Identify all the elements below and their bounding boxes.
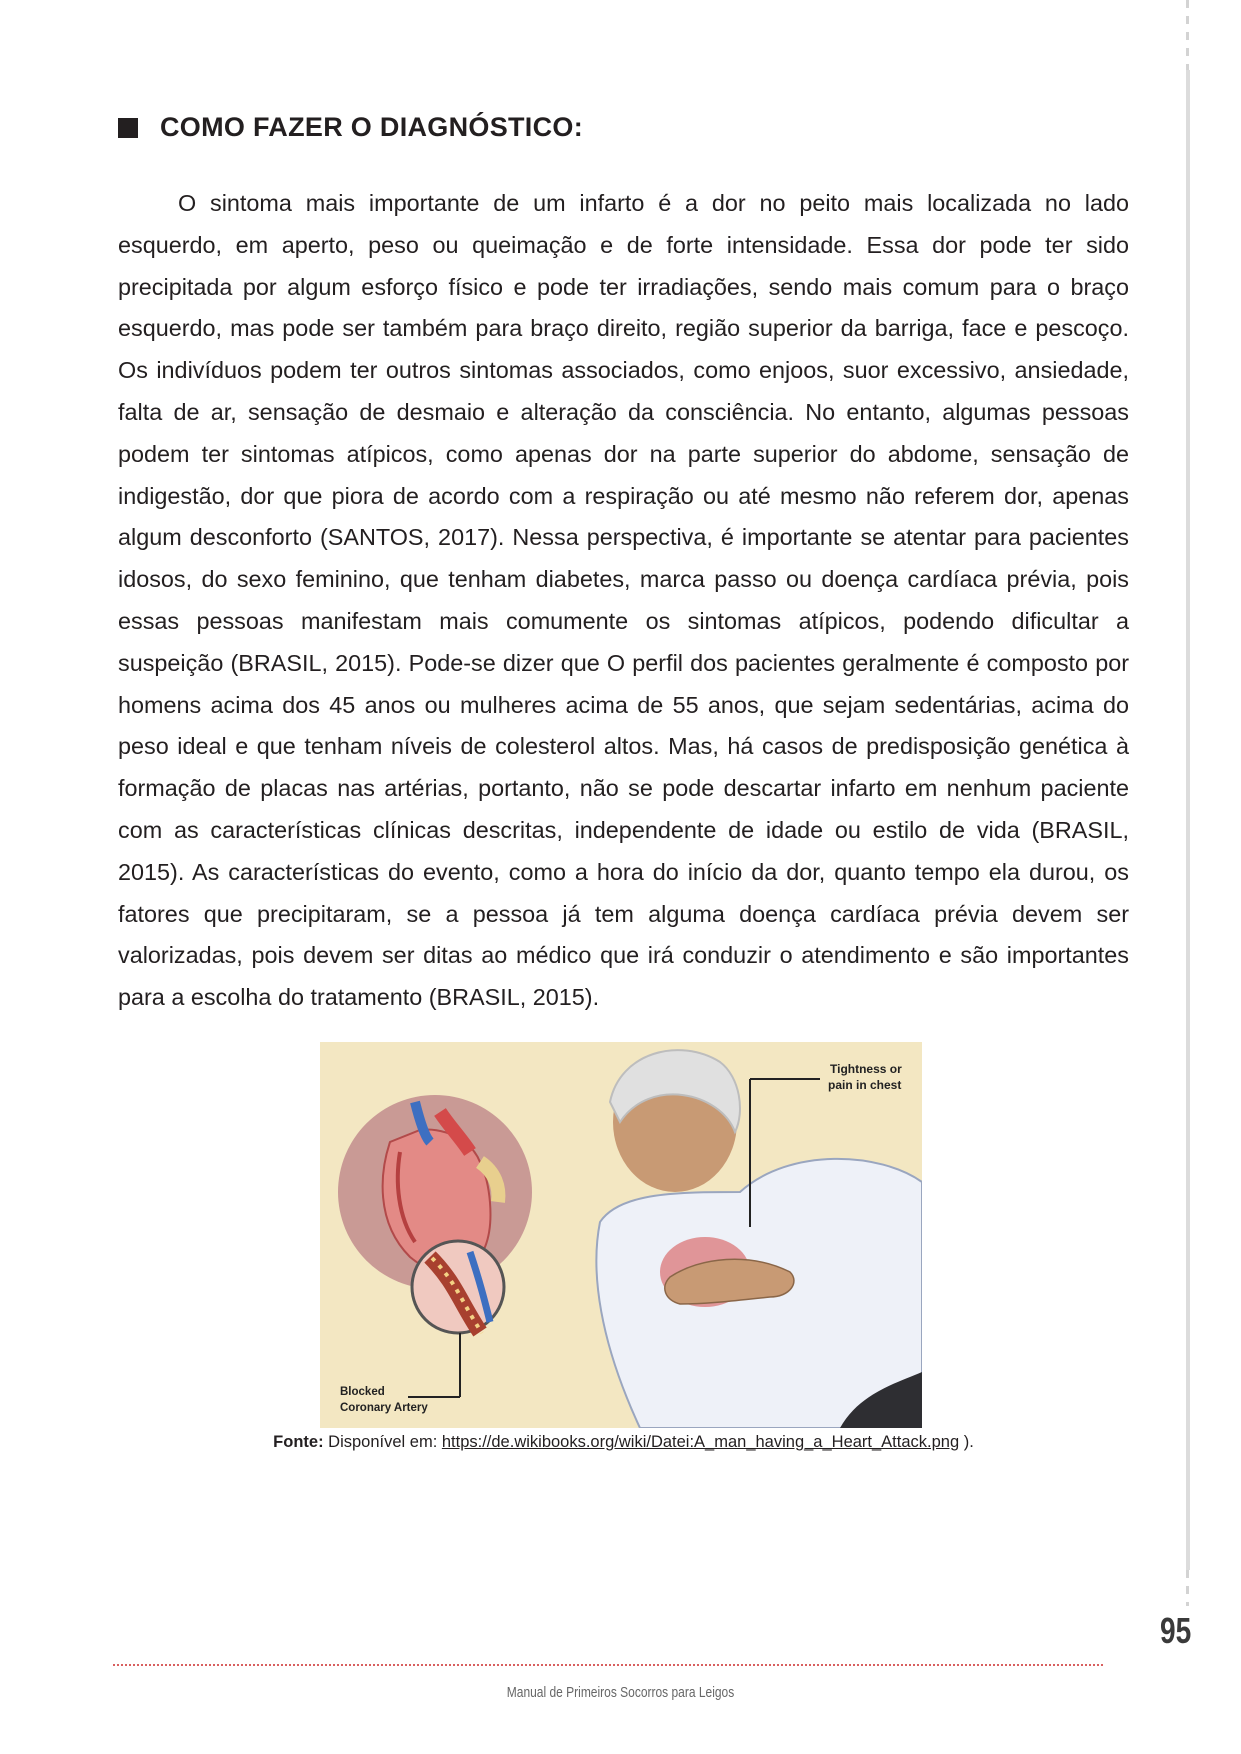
caption-source-link[interactable]: https://de.wikibooks.org/wiki/Datei:A_man_having_a_Heart_Attack.png	[441, 1433, 960, 1451]
heart-attack-illustration	[320, 1042, 922, 1428]
margin-rule	[1186, 70, 1190, 1570]
body-text	[118, 183, 1129, 1019]
label-artery-line2: Coronary Artery	[340, 1402, 428, 1414]
margin-rule-dashed-top	[1186, 0, 1189, 70]
margin-rule-dashed-bottom	[1186, 1570, 1189, 1606]
section-heading	[118, 112, 583, 143]
heading-bullet-square	[118, 118, 138, 138]
artery-magnifier	[412, 1241, 504, 1333]
label-chest-line2: pain in chest	[828, 1078, 902, 1092]
footer-title: Manual de Primeiros Socorros para Leigos	[506, 1684, 735, 1701]
page-number: 95	[1160, 1610, 1192, 1651]
main-paragraph: O sintoma mais importante de um infarto é a dor no peito mais localizada no lado esquerdo, em aperto, peso ou queimação e de forte intensidade. Essa dor pode ter sido precipitada por algum esforço físico e pode ter irradiações, sendo mais comum para o braço esquerdo, mas pode ser também para braço direito, região superior da barriga, face e pescoço. Os indivíduos podem ter outros sintomas associados, como enjoos, suor excessivo, ansiedade, falta de ar, sensação de desmaio e alteração da consciência. No entanto, algumas pessoas podem ter sintomas atípicos, como apenas dor na parte superior do abdome, sensação de indigestão, dor que piora de acordo com a respiração ou até mesmo não referem dor, apenas algum desconforto (SANTOS, 2017). Nessa perspectiva, é importante se atentar para pacientes idosos, do sexo feminino, que tenham diabetes, marca passo ou doença cardíaca prévia, pois essas pessoas manifestam mais comumente os sintomas atípicos, podendo dificultar a suspeição (BRASIL, 2015). Pode-se dizer que O perfil dos pacientes geralmente é composto por homens acima dos 45 anos ou mulheres acima de 55 anos, que sejam sedentárias, acima do peso ideal e que tenham níveis de colesterol altos. Mas, há casos de predisposição genética à formação de placas nas artérias, portanto, não se pode descartar infarto em nenhum paciente com as características clínicas descritas, independente de idade ou estilo de vida (BRASIL, 2015). As características do evento, como a hora do início da dor, quanto tempo ela durou, os fatores que precipitaram, se a pessoa já tem alguma doença cardíaca prévia devem ser valorizadas, pois devem ser ditas ao médico que irá conduzir o atendimento e são importantes para a escolha do tratamento (BRASIL, 2015).	[118, 190, 1129, 1011]
caption-prefix: Fonte:	[273, 1433, 324, 1451]
caption-suffix: ).	[959, 1433, 974, 1451]
caption-text: Disponível em:	[323, 1433, 442, 1451]
label-chest-line1: Tightness or	[830, 1062, 902, 1076]
footer-rule	[113, 1664, 1103, 1666]
heading-title: COMO FAZER O DIAGNÓSTICO:	[160, 112, 583, 142]
figure-caption	[118, 1433, 1129, 1452]
label-artery-line1: Blocked	[340, 1386, 385, 1398]
